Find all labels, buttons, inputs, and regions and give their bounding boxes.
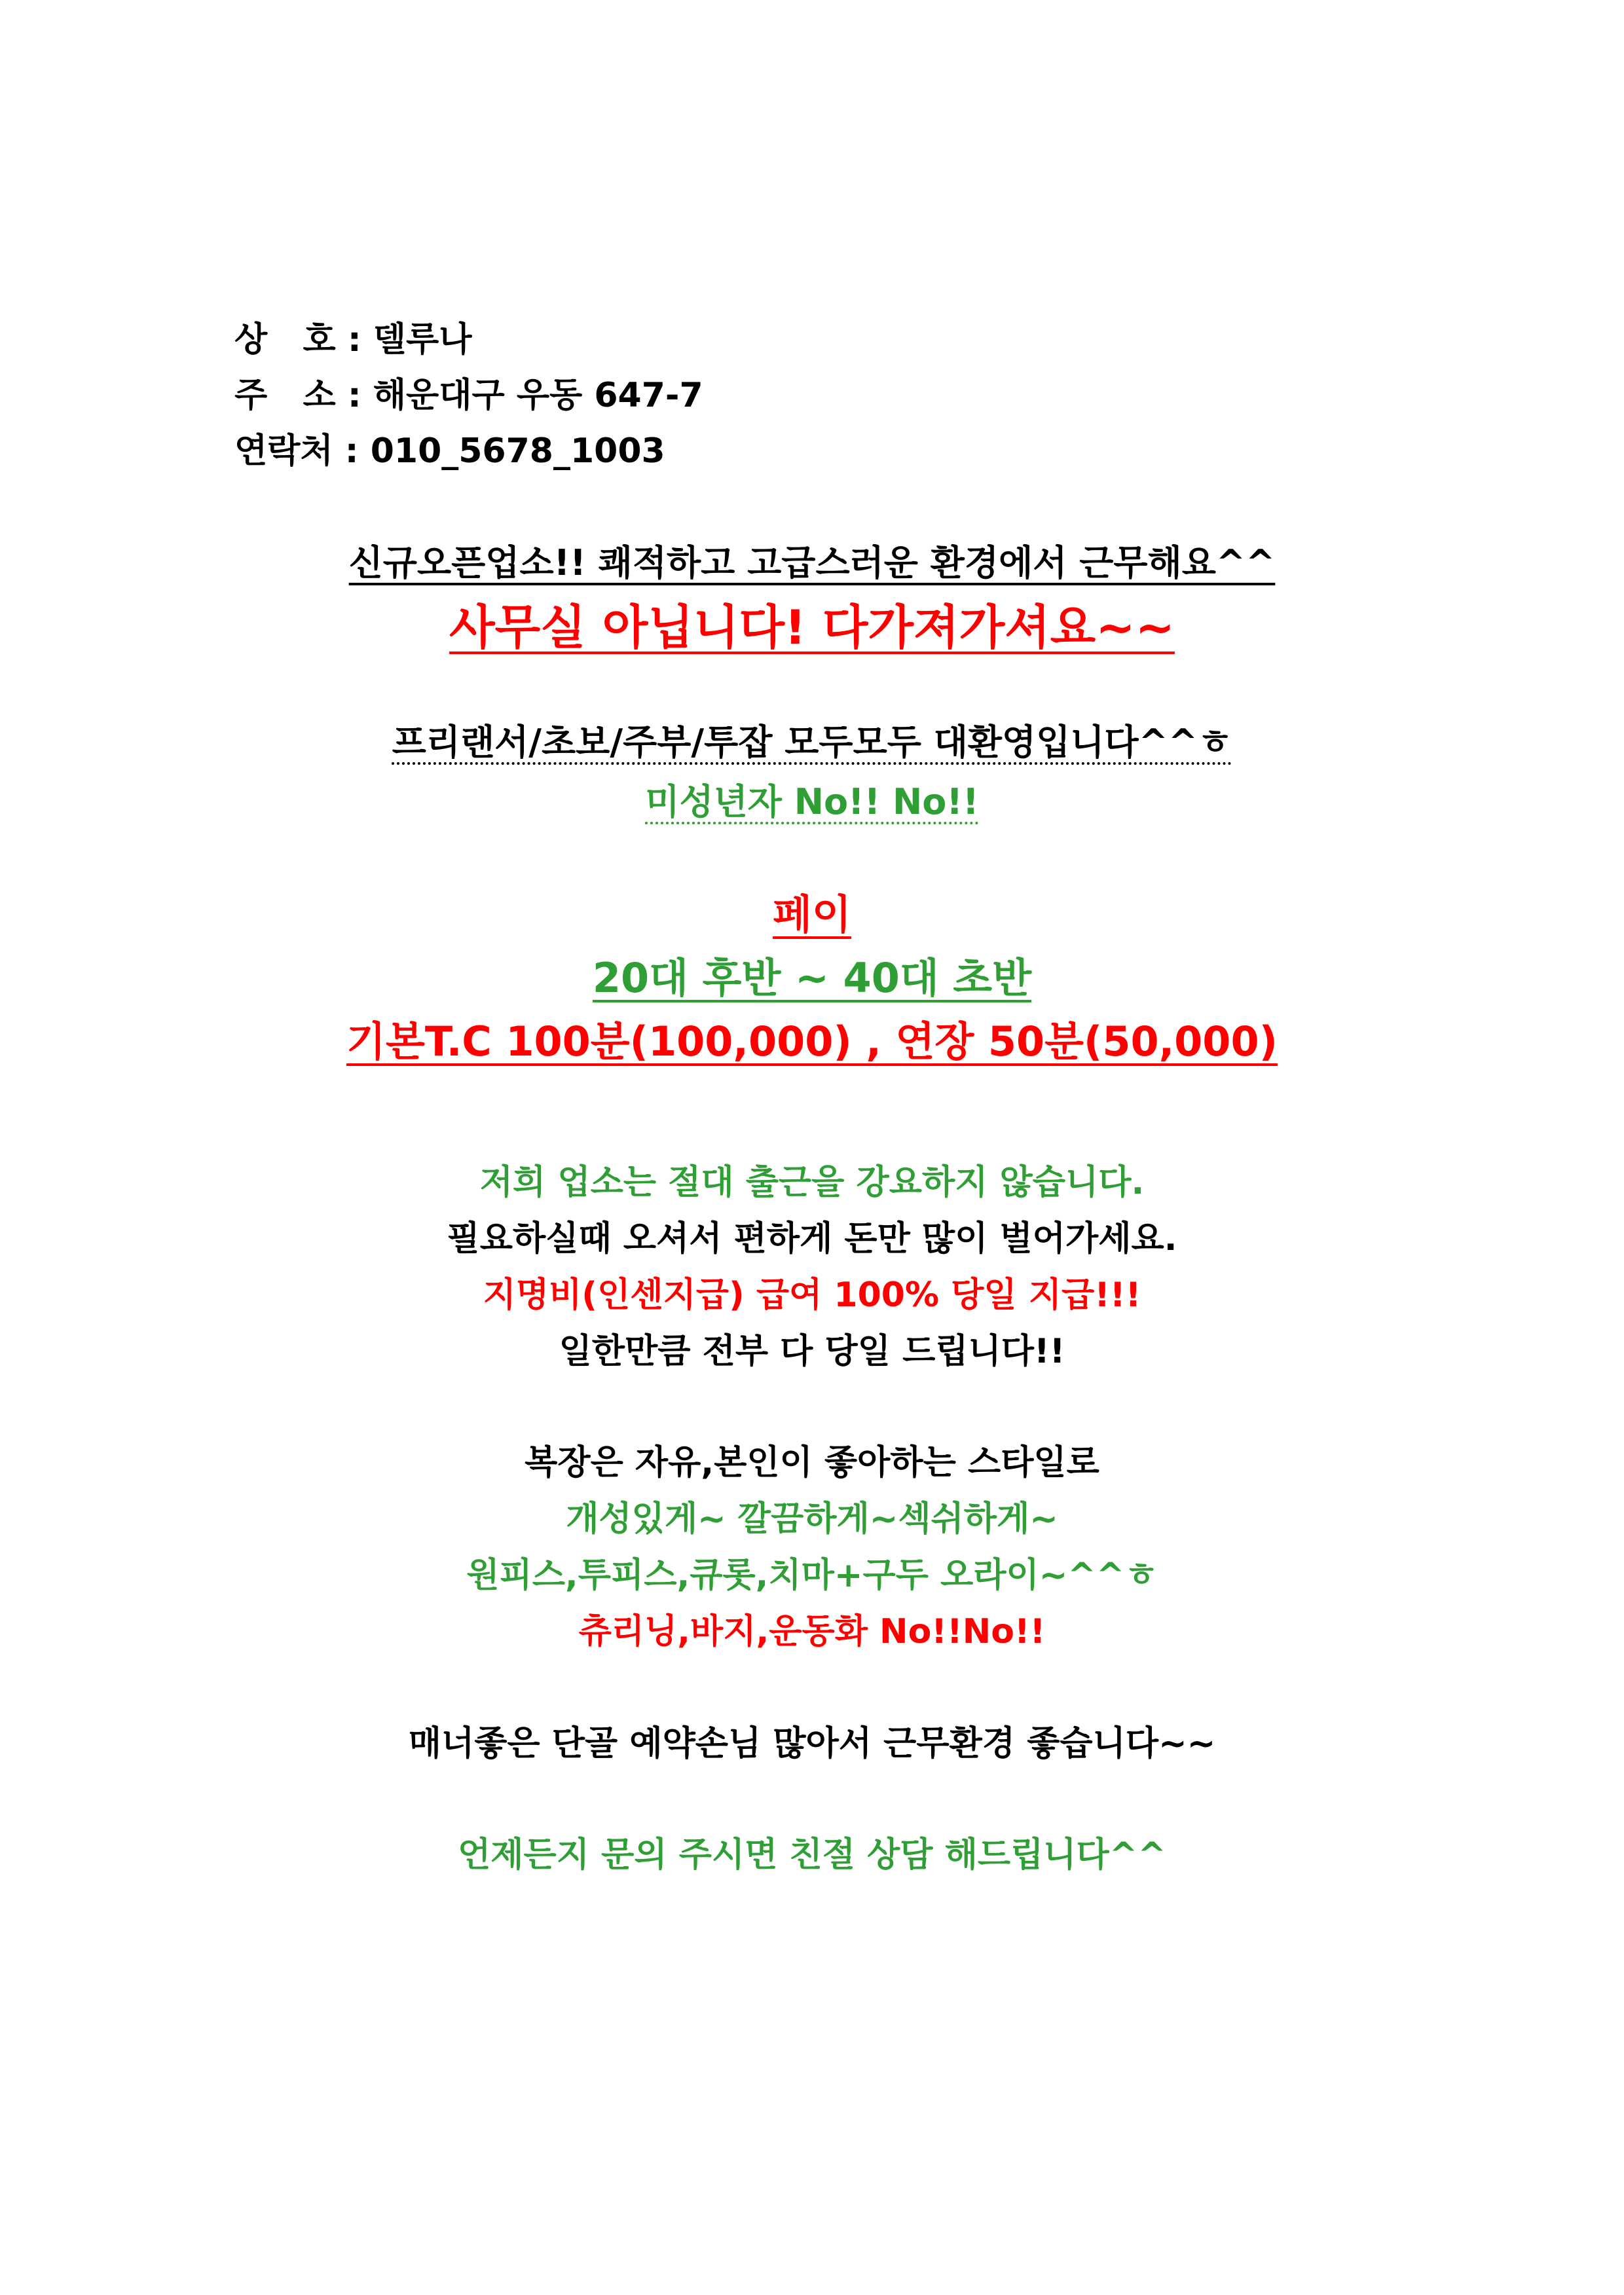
dress-line-4: 츄리닝,바지,운동화 No!!No!!	[578, 1612, 1046, 1651]
dress-line-2: 개성있게~ 깔끔하게~섹쉬하게~	[566, 1499, 1058, 1539]
welcome-line-1: 프리랜서/초보/주부/투잡 모두모두 대환영입니다^^ㅎ	[392, 722, 1232, 763]
policy-line-3: 지명비(인센지급) 급여 100% 당일 지급!!!	[483, 1276, 1141, 1315]
dress-line-3: 원피스,투피스,큐롯,치마+구두 오라이~^^ㅎ	[466, 1556, 1158, 1595]
business-address-row	[234, 378, 703, 413]
business-name-label: 상 호 :	[234, 320, 373, 359]
customers-line: 매너좋은 단골 예약손님 많아서 근무환경 좋습니다~~	[408, 1724, 1216, 1763]
business-contact-label: 연락처 :	[234, 431, 371, 471]
policy-line-4: 일한만큼 전부 다 당일 드립니다!!	[559, 1332, 1065, 1371]
welcome-line-2: 미성년자 No!! No!!	[645, 781, 979, 822]
policy-line-1: 저희 업소는 절대 출근을 강요하지 않습니다.	[479, 1163, 1145, 1202]
business-contact-value: 010_5678_1003	[370, 431, 665, 471]
business-contact-row	[234, 431, 665, 471]
business-address-label: 주 소 :	[234, 376, 373, 415]
pay-rate: 기본T.C 100분(100,000) , 연장 50분(50,000)	[346, 1018, 1278, 1065]
business-name-value: 델루나	[373, 320, 472, 359]
contact-invite-line: 언제든지 문의 주시면 친절 상담 해드립니다^^	[458, 1835, 1166, 1875]
dress-line-1: 복장은 자유,본인이 좋아하는 스타일로	[525, 1443, 1099, 1482]
headline-line-1: 신규오픈업소!! 쾌적하고 고급스러운 환경에서 근무해요^^	[348, 542, 1276, 583]
headline-line-2: 사무실 아닙니다! 다가져가셔요~~	[449, 600, 1175, 655]
pay-title: 페이	[773, 890, 851, 938]
pay-age-range: 20대 후반 ~ 40대 초반	[592, 954, 1032, 1002]
business-address-value: 해운대구 우동 647-7	[373, 376, 703, 415]
policy-line-2: 필요하실때 오셔서 편하게 돈만 많이 벌어가세요.	[447, 1219, 1177, 1258]
business-name-row	[234, 320, 472, 359]
